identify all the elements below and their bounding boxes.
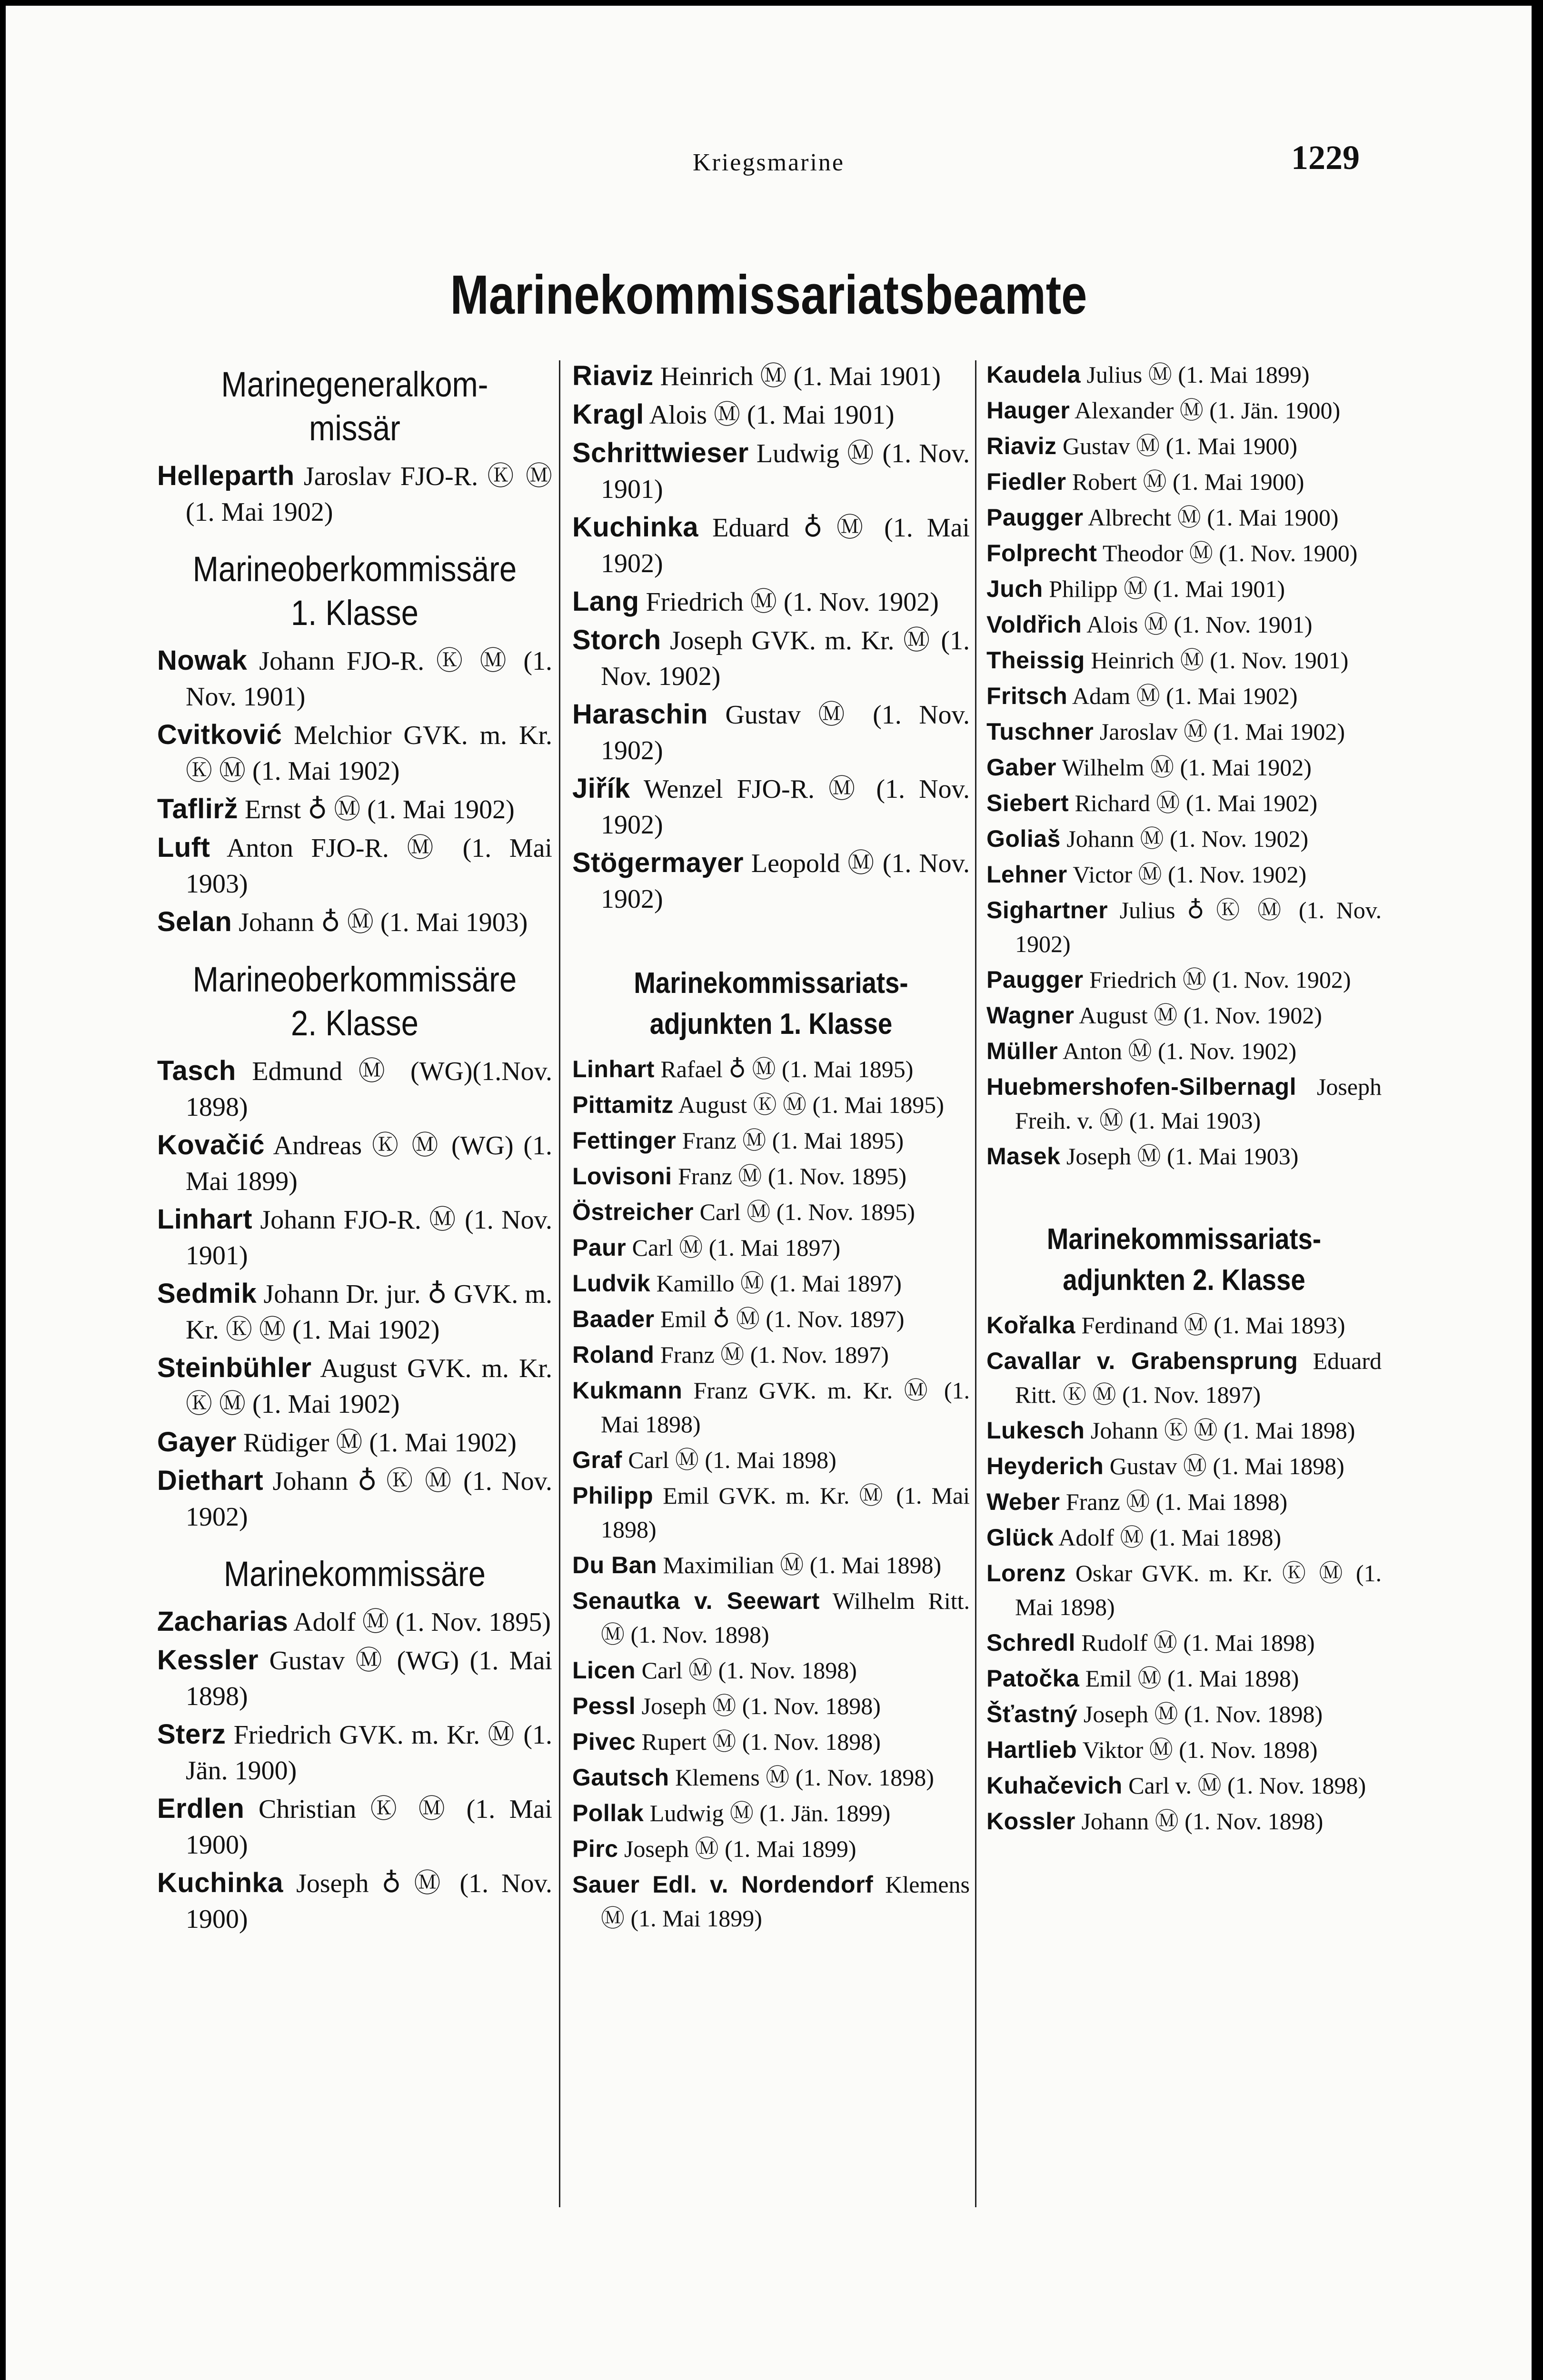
entry-details: Joseph Ⓜ (1. Nov. 1898) [636, 1693, 881, 1719]
roster-entry [986, 1626, 1382, 1660]
roster-entry [986, 1344, 1382, 1412]
entry-surname: Graf [572, 1447, 622, 1473]
entry-details: Franz Ⓜ (1. Mai 1895) [676, 1127, 904, 1154]
column-right [986, 358, 1382, 2214]
entry-surname: Erdlen [157, 1793, 245, 1824]
roster-entry [986, 1140, 1382, 1173]
book-page [6, 6, 1532, 2380]
entry-details: Theodor Ⓜ (1. Nov. 1900) [1097, 540, 1358, 566]
roster-entry [572, 696, 970, 769]
entry-surname: Patočka [986, 1665, 1080, 1692]
entry-surname: Kukmann [572, 1377, 683, 1404]
entry-surname: Riaviz [986, 433, 1057, 459]
entry-surname: Lang [572, 586, 639, 617]
roster-entry [157, 1642, 552, 1715]
roster-entry [157, 904, 552, 941]
entry-surname: Siebert [986, 790, 1069, 816]
roster-entry [986, 1733, 1382, 1767]
entry-surname: Fritsch [986, 683, 1068, 709]
entry-surname: Diethart [157, 1465, 264, 1496]
entry-details: Johann ♁ Ⓚ Ⓜ (1. Nov. 1902) [186, 1467, 552, 1532]
roster-entry [157, 1716, 552, 1789]
roster-entry [157, 643, 552, 715]
roster-entry [986, 1662, 1382, 1696]
roster-entry [572, 584, 970, 620]
roster-entry [572, 358, 970, 395]
roster-entry [572, 845, 970, 917]
entry-surname: Lukesch [986, 1417, 1085, 1444]
entry-surname: Kovačić [157, 1130, 265, 1160]
entry-surname: Luft [157, 832, 210, 863]
entry-details: Oskar GVK. m. Kr. Ⓚ Ⓜ (1. Mai 1898) [1015, 1560, 1382, 1620]
roster-entry [986, 822, 1382, 856]
entry-details: Andreas Ⓚ Ⓜ (WG) (1. Mai 1899) [186, 1131, 552, 1196]
entry-details: Franz GVK. m. Kr. Ⓜ (1. Mai 1898) [601, 1377, 970, 1438]
entry-details: Emil ♁ Ⓜ (1. Nov. 1897) [654, 1306, 905, 1332]
entry-surname: Wagner [986, 1002, 1075, 1029]
entry-details: Julius Ⓜ (1. Mai 1899) [1081, 361, 1310, 388]
entry-details: Joseph Ⓜ (1. Nov. 1898) [1077, 1701, 1323, 1727]
roster-entry [986, 751, 1382, 784]
entry-surname: Storch [572, 625, 661, 655]
entry-details: Jaroslav FJO-R. Ⓚ Ⓜ (1. Mai 1902) [186, 462, 552, 527]
entry-details: Franz Ⓜ (1. Mai 1898) [1060, 1488, 1288, 1515]
roster-entry [572, 1479, 970, 1547]
entry-details: Carl Ⓜ (1. Mai 1898) [622, 1447, 836, 1473]
entry-details: Viktor Ⓜ (1. Nov. 1898) [1077, 1736, 1318, 1763]
entry-surname: Heyderich [986, 1453, 1104, 1479]
entry-details: Friedrich GVK. m. Kr. Ⓜ (1. Jän. 1900) [186, 1720, 552, 1785]
roster-entry [986, 608, 1382, 642]
entry-details: Emil Ⓜ (1. Mai 1898) [1079, 1665, 1299, 1692]
entry-surname: Ludvik [572, 1270, 651, 1297]
entry-surname: Goliaš [986, 825, 1061, 852]
entry-surname: Sterz [157, 1719, 226, 1750]
roster-entry [986, 679, 1382, 713]
entry-surname: Pollak [572, 1800, 644, 1826]
entry-surname: Lehner [986, 861, 1067, 888]
entry-details: Heinrich Ⓜ (1. Mai 1901) [653, 362, 941, 391]
entry-surname: Helleparth [157, 460, 295, 491]
entry-details: Klemens Ⓜ (1. Nov. 1898) [669, 1764, 934, 1791]
roster-entry [986, 1769, 1382, 1803]
roster-entry [986, 786, 1382, 820]
roster-entry [986, 858, 1382, 892]
roster-entry [986, 963, 1382, 997]
roster-entry [986, 536, 1382, 570]
entry-details: Johann Ⓜ (1. Nov. 1898) [1075, 1808, 1324, 1835]
roster-entry [572, 1689, 970, 1723]
entry-details: Melchior GVK. m. Kr. Ⓚ Ⓜ (1. Mai 1902) [186, 721, 552, 786]
entry-details: Eduard Ritt. Ⓚ Ⓜ (1. Nov. 1897) [1015, 1348, 1382, 1408]
entry-surname: Hauger [986, 397, 1070, 424]
roster-entry [986, 1805, 1382, 1838]
entry-surname: Kuhačevich [986, 1772, 1123, 1799]
roster-entry [572, 622, 970, 694]
entry-details: Carl Ⓜ (1. Nov. 1898) [636, 1657, 857, 1684]
section-heading: Marinekommissariats-adjunkten 1. Klasse [634, 967, 908, 1041]
entry-surname: Sauer Edl. v. Nordendorf [572, 1871, 874, 1898]
entry-details: Leopold Ⓜ (1. Nov. 1902) [601, 849, 970, 914]
entry-surname: Paugger [986, 504, 1084, 531]
entry-surname: Paur [572, 1234, 627, 1261]
roster-entry [986, 465, 1382, 499]
entry-details: Adam Ⓜ (1. Mai 1902) [1067, 683, 1298, 709]
entry-details: Johann FJO-R. Ⓜ (1. Nov. 1901) [186, 1205, 552, 1270]
roster-entry [572, 1160, 970, 1193]
roster-entry [572, 1267, 970, 1300]
roster-entry [986, 999, 1382, 1032]
roster-entry [986, 1557, 1382, 1624]
roster-entry [157, 1463, 552, 1535]
entry-surname: Pirc [572, 1835, 618, 1862]
section-heading: Marineoberkommissäre 1. Klasse [192, 549, 517, 633]
entry-details: Wilhelm Ritt. Ⓜ (1. Nov. 1898) [601, 1587, 970, 1648]
roster-entry [157, 717, 552, 789]
roster-entry [572, 1868, 970, 1935]
entry-details: Ernst ♁ Ⓜ (1. Mai 1902) [238, 795, 515, 824]
roster-entry [986, 644, 1382, 677]
roster-entry [157, 458, 552, 530]
entry-details: Gustav Ⓜ (1. Mai 1898) [1104, 1453, 1344, 1479]
section-heading: Marinegeneralkom-missär [221, 365, 488, 448]
entry-surname: Hartlieb [986, 1736, 1077, 1763]
roster-entry [572, 1052, 970, 1086]
entry-surname: Linhart [157, 1204, 253, 1235]
entry-details: Victor Ⓜ (1. Nov. 1902) [1067, 861, 1307, 888]
roster-entry [157, 830, 552, 902]
entry-surname: Nowak [157, 645, 248, 676]
entry-surname: Licen [572, 1657, 636, 1684]
roster-entry [986, 1414, 1382, 1448]
roster-entry [572, 397, 970, 433]
column-divider [975, 360, 976, 2207]
roster-entry [572, 509, 970, 582]
roster-entry [986, 1697, 1382, 1731]
entry-details: Christian Ⓚ Ⓜ (1. Mai 1900) [186, 1795, 552, 1860]
roster-entry [572, 1548, 970, 1582]
roster-entry [986, 501, 1382, 535]
entry-details: Alois Ⓜ (1. Nov. 1901) [1082, 611, 1313, 638]
entry-details: Gustav Ⓜ (1. Nov. 1902) [601, 700, 970, 765]
entry-details: Joseph ♁ Ⓜ (1. Nov. 1900) [186, 1869, 552, 1934]
roster-entry [986, 1521, 1382, 1555]
entry-details: Joseph GVK. m. Kr. Ⓜ (1. Nov. 1902) [601, 626, 970, 691]
entry-surname: Taflirž [157, 793, 238, 824]
roster-entry [986, 572, 1382, 606]
roster-entry [986, 1070, 1382, 1138]
entry-details: Joseph Freih. v. Ⓜ (1. Mai 1903) [1015, 1073, 1382, 1134]
entry-surname: Kuchinka [157, 1867, 284, 1898]
roster-entry [572, 1195, 970, 1229]
page-title: Marinekommissariatsbeamte [450, 264, 1087, 326]
entry-details: Julius ♁ Ⓚ Ⓜ (1. Nov. 1902) [1015, 897, 1382, 957]
roster-entry [986, 1449, 1382, 1483]
entry-surname: Senautka v. Seewart [572, 1587, 820, 1614]
entry-details: Johann Dr. jur. ♁ GVK. m. Kr. Ⓚ Ⓜ (1. Mai 1902) [186, 1279, 552, 1345]
entry-details: Ludwig Ⓜ (1. Jän. 1899) [644, 1800, 891, 1826]
entry-surname: Folprecht [986, 540, 1097, 566]
roster-entry [572, 1374, 970, 1441]
entry-surname: Paugger [986, 966, 1084, 993]
roster-entry [157, 1350, 552, 1422]
entry-surname: Östreicher [572, 1199, 694, 1225]
page-number: 1229 [1291, 139, 1360, 177]
column-divider [559, 360, 560, 2207]
entry-details: August Ⓜ (1. Nov. 1902) [1074, 1002, 1322, 1029]
entry-surname: Tasch [157, 1055, 236, 1086]
entry-details: Rafael ♁ Ⓜ (1. Mai 1895) [654, 1056, 914, 1082]
entry-surname: Sedmik [157, 1278, 257, 1309]
roster-entry [572, 1725, 970, 1759]
entry-surname: Pittamitz [572, 1091, 674, 1118]
roster-entry [572, 771, 970, 843]
roster-entry [986, 715, 1382, 749]
entry-surname: Philipp [572, 1482, 654, 1509]
entry-details: Wilhelm Ⓜ (1. Mai 1902) [1056, 754, 1312, 781]
entry-surname: Kořalka [986, 1312, 1075, 1339]
entry-details: Adolf Ⓜ (1. Mai 1898) [1054, 1524, 1282, 1551]
running-head: Kriegsmarine [692, 149, 845, 176]
roster-entry [986, 358, 1382, 392]
entry-surname: Kossler [986, 1808, 1075, 1835]
roster-entry [157, 1791, 552, 1863]
entry-surname: Du Ban [572, 1552, 657, 1578]
entry-surname: Gayer [157, 1427, 237, 1458]
section-heading: Marinekommissariats-adjunkten 2. Klasse [1046, 1223, 1322, 1297]
entry-surname: Baader [572, 1306, 655, 1332]
roster-entry [572, 1231, 970, 1265]
roster-entry [157, 1604, 552, 1640]
entry-surname: Müller [986, 1038, 1058, 1064]
entry-details: Adolf Ⓜ (1. Nov. 1895) [288, 1607, 551, 1637]
entry-surname: Tuschner [986, 718, 1094, 745]
entry-details: Gustav Ⓜ (1. Mai 1900) [1056, 433, 1298, 459]
roster-entry [572, 1124, 970, 1158]
entry-surname: Haraschin [572, 699, 708, 730]
entry-surname: Roland [572, 1341, 655, 1368]
entry-details: Franz Ⓜ (1. Nov. 1897) [654, 1341, 889, 1368]
entry-surname: Linhart [572, 1056, 655, 1082]
entry-details: Johann Ⓚ Ⓜ (1. Mai 1898) [1085, 1417, 1355, 1444]
entry-surname: Cvitković [157, 719, 282, 750]
entry-details: Anton FJO-R. Ⓜ (1. Mai 1903) [186, 833, 552, 899]
entry-surname: Gautsch [572, 1764, 669, 1791]
entry-details: Carl Ⓜ (1. Mai 1897) [626, 1234, 841, 1261]
entry-details: Carl v. Ⓜ (1. Nov. 1898) [1122, 1772, 1366, 1799]
entry-details: Rüdiger Ⓜ (1. Mai 1902) [236, 1428, 517, 1458]
entry-details: Robert Ⓜ (1. Mai 1900) [1066, 468, 1304, 495]
section-heading: Marinekommissäre [223, 1554, 486, 1594]
entry-surname: Pivec [572, 1728, 636, 1755]
entry-surname: Lovisoni [572, 1163, 672, 1190]
roster-entry [157, 791, 552, 828]
roster-entry [572, 435, 970, 507]
entry-surname: Sighartner [986, 897, 1108, 923]
entry-surname: Selan [157, 906, 232, 937]
entry-details: Alexander Ⓜ (1. Jän. 1900) [1070, 397, 1341, 424]
entry-details: Philipp Ⓜ (1. Mai 1901) [1043, 575, 1285, 602]
entry-details: Rudolf Ⓜ (1. Mai 1898) [1075, 1629, 1315, 1656]
entry-surname: Kuchinka [572, 512, 699, 543]
entry-surname: Gaber [986, 754, 1057, 781]
entry-details: Friedrich Ⓜ (1. Nov. 1902) [1083, 966, 1351, 993]
roster-entry [572, 1832, 970, 1866]
entry-details: Rupert Ⓜ (1. Nov. 1898) [636, 1728, 881, 1755]
entry-details: Carl Ⓜ (1. Nov. 1895) [694, 1199, 915, 1225]
roster-entry [572, 1338, 970, 1372]
roster-entry [986, 1309, 1382, 1342]
entry-surname: Jiřík [572, 773, 630, 804]
entry-surname: Pessl [572, 1693, 636, 1719]
entry-details: Joseph Ⓜ (1. Mai 1899) [618, 1835, 856, 1862]
roster-entry [572, 1302, 970, 1336]
roster-entry [572, 1443, 970, 1477]
entry-details: Gustav Ⓜ (WG) (1. Mai 1898) [186, 1646, 552, 1711]
roster-entry [986, 1034, 1382, 1068]
entry-surname: Lorenz [986, 1560, 1066, 1587]
entry-details: Edmund Ⓜ (WG)(1.Nov. 1898) [186, 1057, 552, 1122]
roster-entry [157, 1053, 552, 1125]
roster-entry [572, 1088, 970, 1122]
entry-details: Klemens Ⓜ (1. Mai 1899) [601, 1871, 970, 1932]
entry-surname: Kessler [157, 1645, 259, 1676]
entry-details: Johann FJO-R. Ⓚ Ⓜ (1. Nov. 1901) [186, 646, 552, 712]
entry-details: Wenzel FJO-R. Ⓜ (1. Nov. 1902) [601, 774, 970, 840]
entry-surname: Kragl [572, 399, 644, 430]
entry-details: Jaroslav Ⓜ (1. Mai 1902) [1094, 718, 1345, 745]
entry-details: Alois Ⓜ (1. Mai 1901) [644, 400, 895, 430]
entry-surname: Theissig [986, 647, 1085, 674]
roster-entry [157, 1424, 552, 1461]
entry-surname: Schredl [986, 1629, 1075, 1656]
roster-entry [986, 394, 1382, 427]
entry-details: Franz Ⓜ (1. Nov. 1895) [672, 1163, 907, 1190]
entry-surname: Fiedler [986, 468, 1066, 495]
entry-surname: Weber [986, 1488, 1060, 1515]
roster-entry [572, 1796, 970, 1830]
entry-details: Friedrich Ⓜ (1. Nov. 1902) [639, 587, 939, 617]
entry-surname: Steinbühler [157, 1352, 312, 1383]
entry-details: Anton Ⓜ (1. Nov. 1902) [1058, 1038, 1297, 1064]
column-middle [572, 358, 970, 2214]
roster-entry [572, 1654, 970, 1687]
entry-details: Johann ♁ Ⓜ (1. Mai 1903) [232, 908, 528, 937]
entry-surname: Juch [986, 575, 1043, 602]
entry-surname: Masek [986, 1143, 1061, 1170]
entry-details: Joseph Ⓜ (1. Mai 1903) [1060, 1143, 1299, 1170]
entry-surname: Riaviz [572, 360, 654, 391]
entry-details: Kamillo Ⓜ (1. Mai 1897) [650, 1270, 902, 1297]
entry-surname: Glück [986, 1524, 1054, 1551]
entry-surname: Zacharias [157, 1606, 289, 1637]
entry-surname: Schrittwieser [572, 437, 749, 468]
entry-details: Heinrich Ⓜ (1. Nov. 1901) [1085, 647, 1349, 674]
roster-entry [157, 1865, 552, 1937]
roster-entry [157, 1276, 552, 1348]
entry-details: Ludwig Ⓜ (1. Nov. 1901) [601, 439, 970, 504]
entry-surname: Fettinger [572, 1127, 677, 1154]
entry-surname: Huebmershofen-Silbernagl [986, 1073, 1296, 1100]
entry-surname: Stögermayer [572, 847, 744, 878]
section-heading: Marineoberkommissäre 2. Klasse [192, 960, 517, 1043]
entry-details: Eduard ♁ Ⓜ (1. Mai 1902) [601, 513, 970, 578]
entry-surname: Cavallar v. Grabensprung [986, 1348, 1298, 1374]
entry-details: August GVK. m. Kr. Ⓚ Ⓜ (1. Mai 1902) [186, 1354, 552, 1419]
entry-details: Albrecht Ⓜ (1. Mai 1900) [1083, 504, 1339, 531]
entry-surname: Voldřich [986, 611, 1082, 638]
entry-surname: Kaudela [986, 361, 1081, 388]
column-left [157, 358, 552, 2214]
entry-details: Ferdinand Ⓜ (1. Mai 1893) [1075, 1312, 1345, 1339]
roster-entry [986, 1485, 1382, 1519]
entry-surname: Šťastný [986, 1701, 1078, 1727]
entry-details: Emil GVK. m. Kr. Ⓜ (1. Mai 1898) [601, 1482, 970, 1543]
entry-details: Richard Ⓜ (1. Mai 1902) [1069, 790, 1318, 816]
roster-entry [157, 1201, 552, 1274]
roster-entry [572, 1584, 970, 1652]
entry-details: Johann Ⓜ (1. Nov. 1902) [1060, 825, 1309, 852]
entry-details: August Ⓚ Ⓜ (1. Mai 1895) [673, 1091, 944, 1118]
roster-entry [572, 1761, 970, 1795]
entry-details: Maximilian Ⓜ (1. Mai 1898) [657, 1552, 942, 1578]
roster-entry [986, 429, 1382, 463]
roster-entry [986, 893, 1382, 961]
roster-entry [157, 1127, 552, 1200]
